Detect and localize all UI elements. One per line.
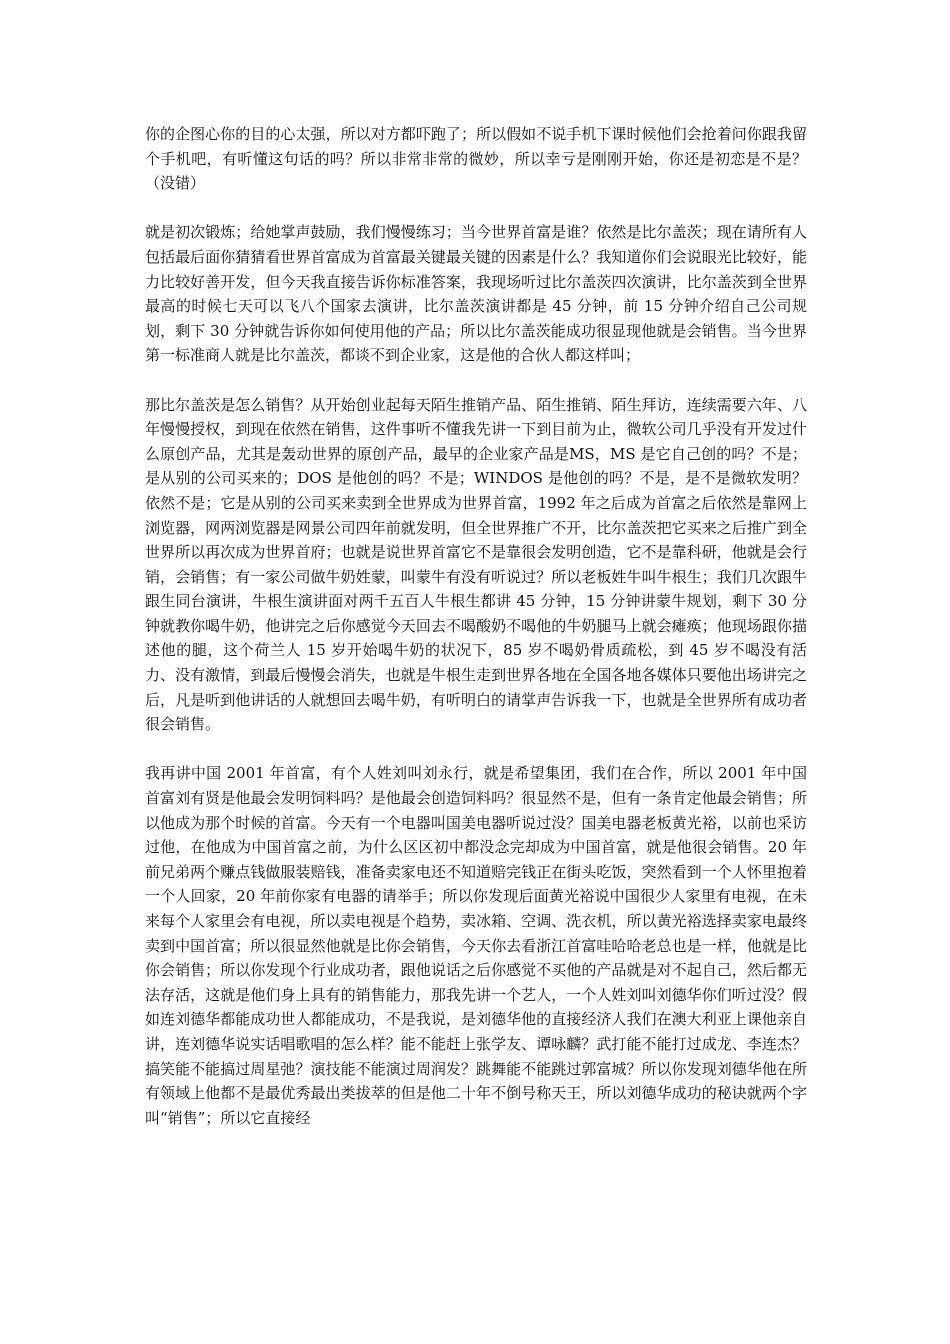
paragraph-bill-gates-sales: 那比尔盖茨是怎么销售？从开始创业起每天陌生推销产品、陌生推销、陌生拜访，连续需要六年、八年慢慢授权，到现在依然在销售，这件事听不懂我先讲一下到目前为止，微软公司几乎没有开发过什么原创产品，尤其是轰动世界的原创产品，最早的企业家产品是MS，MS 是它自己创的吗？不是；是从别的公司买来的；DOS 是他创的吗？不是；WINDOS 是他创的吗？不是，是不是微软发明？依然不是；它是从别的公司买来卖到全世界成为世界首富，1992 年之后成为首富之后依然是靠网上浏览器，网两浏览器是网景公司四年前就发明，但全世界推广不开，比尔盖茨把它买来之后推广到全世界所以再次成为世界首府；也就是说世界首富它不是靠很会发明创造，它不是靠科研，他就是会行销，会销售；有一家公司做牛奶姓蒙，叫蒙牛有没有听说过？所以老板姓牛叫牛根生；我们几次跟牛跟生同台演讲，牛根生演讲面对两千五百人牛根生都讲 45 分钟，15 分钟讲蒙牛规划，剩下 30 分钟就教你喝牛奶，他讲完之后你感觉今天回去不喝酸奶不喝他的牛奶腿马上就会瘫痪；他现场跟你描述他的腿，这个荷兰人 15 岁开始喝牛奶的状况下，85 岁不喝奶骨质疏松，到 45 岁不喝没有活力、没有激情，到最后慢慢会消失，也就是牛根生走到世界各地在全国各地各媒体只要他出场讲完之后，凡是听到他讲话的人就想回去喝牛奶，有听明白的请掌声告诉我一下，也就是全世界所有成功者很会销售。: [145, 395, 807, 734]
paragraph-first-love: 你的企图心你的目的心太强，所以对方都吓跑了；所以假如不说手机下课时候他们会抢着问你跟我留个手机吧，有听懂这句话的吗？所以非常非常的微妙，所以幸亏是刚刚开始，你还是初恋是不是？（没错）: [145, 125, 807, 193]
document-page: [145, 122, 807, 1155]
paragraph-china-richest: 我再讲中国 2001 年首富，有个人姓刘叫刘永行，就是希望集团，我们在合作，所以 2001 年中国首富刘有贤是他最会发明饲料吗？是他最会创造饲料吗？很显然不是，但有一条肯定他最会销售；所以他成为那个时候的首富。今天有一个电器叫国美电器听说过没？国美电器老板黄光裕，以前也采访过他，在他成为中国首富之前，为什么区区初中都没念完却成为中国首富，就是他很会销售。20 年前兄弟两个赚点钱做服装赔钱，准备卖家电还不知道赔完钱正在街头吃饭，突然看到一个人怀里抱着一个人回家，20 年前你家有电器的请举手；所以你发现后面黄光裕说中国很少人家里有电视，在未来每个人家里会有电视，所以卖电视是个趋势，卖冰箱、空调、洗衣机，所以黄光裕选择卖家电最终卖到中国首富；所以很显然他就是比你会销售，今天你去看浙江首富哇哈哈老总也是一样，他就是比你会销售；所以你发现个行业成功者，跟他说话之后你感觉不买他的产品就是对不起自己，然后都无法存活，这就是他们身上具有的销售能力，那我先讲一个艺人，一个人姓刘叫刘德华你们听过没？假如连刘德华都能成功世人都能成功，不是我说，是刘德华他的直接经济人我们在澳大利亚上课他亲自讲，连刘德华说实话唱歌唱的怎么样？能不能赶上张学友、谭咏麟？武打能不能打过成龙、李连杰？搞笑能不能搞过周星弛？演技能不能演过周润发？跳舞能不能跳过郭富城？所以你发现刘德华他在所有领域上他都不是最优秀最出类拔萃的但是他二十年不倒号称天王，所以刘德华成功的秘诀就两个字叫“销售”；所以它直接经: [145, 764, 807, 1127]
paragraph-bill-gates-richest: 就是初次锻炼；给她掌声鼓励，我们慢慢练习；当今世界首富是谁？依然是比尔盖茨；现在请所有人包括最后面你猜猜看世界首富成为首富最关键最关键的因素是什么？我知道你们会说眼光比较好，能力比较好善开发，但今天我直接告诉你标准答案，我现场听过比尔盖茨四次演讲，比尔盖茨到全世界最高的时候七天可以飞八个国家去演讲，比尔盖茨演讲都是 45 分钟，前 15 分钟介绍自己公司规划，剩下 30 分钟就告诉你如何使用他的产品；所以比尔盖茨能成功很显现他就是会销售。当今世界第一标准商人就是比尔盖茨，都谈不到企业家，这是他的合伙人都这样叫；: [145, 223, 807, 365]
